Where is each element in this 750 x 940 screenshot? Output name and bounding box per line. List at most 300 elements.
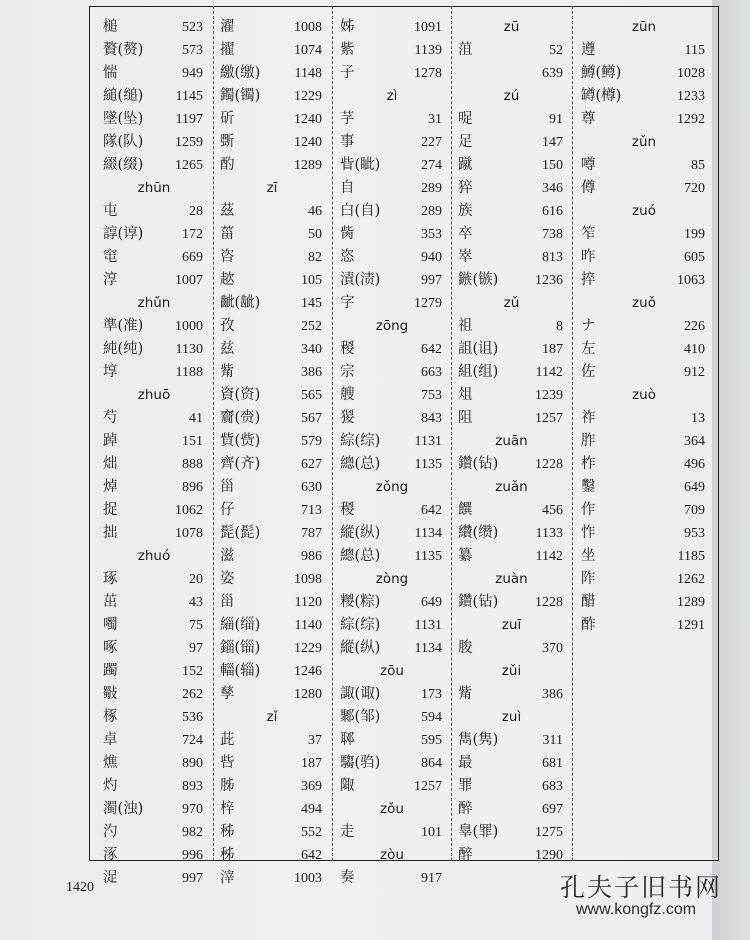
entry-page-number: 50 bbox=[308, 227, 322, 242]
entry-page-number: 1134 bbox=[414, 641, 442, 656]
entry-character: 尊 bbox=[581, 111, 596, 127]
index-entry bbox=[103, 499, 205, 522]
entry-page-number: 573 bbox=[182, 43, 203, 58]
index-entry bbox=[103, 131, 205, 154]
index-entry bbox=[220, 568, 324, 591]
index-entry bbox=[103, 683, 205, 706]
pinyin-heading: zǒng bbox=[375, 479, 409, 495]
entry-character: 鑿 bbox=[581, 479, 596, 495]
entry-character: 踔 bbox=[103, 433, 118, 449]
entry-page-number: 173 bbox=[421, 687, 442, 702]
entry-character: 郰 bbox=[340, 732, 355, 748]
entry-character: 縱(纵) bbox=[340, 640, 381, 656]
pinyin-heading: zī bbox=[266, 180, 278, 196]
pinyin-heading: zhuó bbox=[137, 548, 171, 564]
entry-page-number: 262 bbox=[182, 687, 203, 702]
entry-page-number: 1278 bbox=[414, 66, 442, 81]
entry-page-number: 683 bbox=[542, 779, 563, 794]
entry-character: 阼 bbox=[581, 571, 596, 587]
entry-page-number: 970 bbox=[182, 802, 203, 817]
entry-page-number: 151 bbox=[182, 434, 203, 449]
index-entry bbox=[340, 407, 444, 430]
entry-character: 茈 bbox=[220, 732, 235, 748]
index-entry bbox=[340, 246, 444, 269]
index-entry bbox=[458, 545, 565, 568]
index-entry bbox=[220, 499, 324, 522]
index-entry bbox=[581, 522, 707, 545]
entry-page-number: 43 bbox=[189, 595, 203, 610]
entry-page-number: 1078 bbox=[175, 526, 203, 541]
entry-character: 最 bbox=[458, 755, 473, 771]
pinyin-heading: zū bbox=[503, 19, 520, 35]
entry-character: 醉 bbox=[458, 847, 473, 863]
entry-page-number: 91 bbox=[549, 112, 563, 127]
entry-page-number: 982 bbox=[182, 825, 203, 840]
entry-character: 琢 bbox=[103, 571, 118, 587]
entry-page-number: 1139 bbox=[414, 43, 442, 58]
entry-page-number: 649 bbox=[421, 595, 442, 610]
entry-page-number: 1292 bbox=[677, 112, 705, 127]
entry-character: 胔 bbox=[340, 226, 355, 242]
index-entry bbox=[220, 867, 324, 890]
index-entry bbox=[220, 246, 324, 269]
entry-character: 怍 bbox=[581, 525, 596, 541]
entry-character: 綜(综) bbox=[340, 617, 381, 633]
index-entry bbox=[581, 591, 707, 614]
entry-page-number: 1008 bbox=[294, 20, 322, 35]
index-entry bbox=[458, 269, 565, 292]
entry-page-number: 82 bbox=[308, 250, 322, 265]
entry-character: 族 bbox=[458, 203, 473, 219]
index-entry bbox=[220, 131, 324, 154]
index-entry bbox=[220, 338, 324, 361]
entry-page-number: 917 bbox=[421, 871, 442, 886]
index-entry bbox=[103, 62, 205, 85]
index-column-5 bbox=[581, 16, 707, 861]
entry-character: 酢 bbox=[581, 617, 596, 633]
entry-character: 綴(缀) bbox=[103, 157, 144, 173]
index-entry bbox=[581, 154, 707, 177]
entry-page-number: 753 bbox=[421, 388, 442, 403]
index-entry bbox=[458, 522, 565, 545]
index-entry bbox=[220, 522, 324, 545]
entry-character: 繳(缴) bbox=[220, 65, 261, 81]
index-entry bbox=[458, 361, 565, 384]
entry-page-number: 85 bbox=[691, 158, 705, 173]
index-entry bbox=[340, 867, 444, 890]
index-entry bbox=[340, 821, 444, 844]
watermark-url: www.kongfz.com bbox=[576, 901, 697, 918]
index-entry bbox=[103, 660, 205, 683]
index-entry bbox=[340, 16, 444, 39]
entry-page-number: 456 bbox=[542, 503, 563, 518]
index-entry bbox=[220, 545, 324, 568]
pinyin-heading: zǔ bbox=[503, 295, 520, 311]
index-entry bbox=[581, 430, 707, 453]
entry-character: 雋(隽) bbox=[458, 732, 499, 748]
entry-character: 齊(齐) bbox=[220, 456, 261, 472]
entry-page-number: 147 bbox=[542, 135, 563, 150]
index-entry bbox=[581, 476, 707, 499]
index-entry bbox=[103, 338, 205, 361]
entry-character: 白(自) bbox=[340, 203, 381, 219]
entry-character: 事 bbox=[340, 134, 355, 150]
entry-character: 稯 bbox=[340, 502, 355, 518]
entry-page-number: 1289 bbox=[294, 158, 322, 173]
index-entry bbox=[340, 591, 444, 614]
entry-character: 焯 bbox=[103, 479, 118, 495]
entry-page-number: 494 bbox=[301, 802, 322, 817]
entry-character: 躅 bbox=[103, 663, 118, 679]
entry-character: 炪 bbox=[103, 456, 118, 472]
entry-page-number: 893 bbox=[182, 779, 203, 794]
index-entry bbox=[220, 821, 324, 844]
index-entry bbox=[581, 614, 707, 637]
entry-page-number: 1098 bbox=[294, 572, 322, 587]
entry-page-number: 370 bbox=[542, 641, 563, 656]
index-entry bbox=[220, 154, 324, 177]
index-entry bbox=[220, 62, 324, 85]
index-entry bbox=[103, 407, 205, 430]
index-entry bbox=[581, 453, 707, 476]
entry-page-number: 1275 bbox=[535, 825, 563, 840]
entry-page-number: 386 bbox=[301, 365, 322, 380]
entry-character: 埻 bbox=[103, 364, 118, 380]
index-entry bbox=[103, 844, 205, 867]
index-entry bbox=[581, 85, 707, 108]
index-entry bbox=[220, 200, 324, 223]
entry-page-number: 843 bbox=[421, 411, 442, 426]
index-entry bbox=[340, 683, 444, 706]
index-entry bbox=[220, 775, 324, 798]
entry-page-number: 890 bbox=[182, 756, 203, 771]
entry-character: 齎(赍) bbox=[220, 410, 261, 426]
entry-page-number: 187 bbox=[542, 342, 563, 357]
entry-character: 呰 bbox=[220, 755, 235, 771]
entry-page-number: 953 bbox=[684, 526, 705, 541]
entry-page-number: 1133 bbox=[535, 526, 563, 541]
index-entry bbox=[220, 223, 324, 246]
entry-character: 總(总) bbox=[340, 456, 381, 472]
index-entry bbox=[458, 591, 565, 614]
entry-page-number: 115 bbox=[684, 43, 705, 58]
entry-character: 胏 bbox=[220, 778, 235, 794]
index-entry bbox=[581, 338, 707, 361]
entry-character: 子 bbox=[340, 65, 355, 81]
entry-character: 捉 bbox=[103, 502, 118, 518]
index-entry bbox=[458, 683, 565, 706]
entry-character: 貲(赀) bbox=[220, 433, 261, 449]
entry-character: 胙 bbox=[581, 433, 596, 449]
entry-character: 鏃(镞) bbox=[458, 272, 499, 288]
entry-character: 鐲(镯) bbox=[220, 88, 261, 104]
index-entry bbox=[340, 614, 444, 637]
entry-page-number: 1246 bbox=[294, 664, 322, 679]
entry-character: 滓 bbox=[220, 870, 235, 886]
entry-character: 窀 bbox=[103, 249, 118, 265]
entry-page-number: 1233 bbox=[677, 89, 705, 104]
entry-character: 酌 bbox=[220, 157, 235, 173]
entry-character: 斲 bbox=[220, 134, 235, 150]
entry-page-number: 8 bbox=[556, 319, 563, 334]
index-entry bbox=[458, 775, 565, 798]
entry-page-number: 37 bbox=[308, 733, 322, 748]
entry-page-number: 1240 bbox=[294, 135, 322, 150]
index-entry bbox=[458, 798, 565, 821]
entry-character: 菑 bbox=[220, 226, 235, 242]
entry-page-number: 642 bbox=[421, 342, 442, 357]
entry-character: 哫 bbox=[458, 111, 473, 127]
entry-character: 詛(诅) bbox=[458, 341, 499, 357]
entry-page-number: 605 bbox=[684, 250, 705, 265]
entry-page-number: 172 bbox=[182, 227, 203, 242]
entry-character: 奏 bbox=[340, 870, 355, 886]
index-entry bbox=[340, 108, 444, 131]
index-entry bbox=[458, 752, 565, 775]
index-entry bbox=[458, 108, 565, 131]
entry-character: 斀 bbox=[103, 686, 118, 702]
entry-character: 斫 bbox=[220, 111, 235, 127]
entry-character: 涿 bbox=[103, 847, 118, 863]
index-column-1 bbox=[103, 16, 205, 886]
index-entry bbox=[103, 821, 205, 844]
entry-page-number: 642 bbox=[421, 503, 442, 518]
pinyin-heading: zì bbox=[386, 88, 398, 104]
entry-page-number: 105 bbox=[301, 273, 322, 288]
entry-character: 糉(粽) bbox=[340, 594, 381, 610]
entry-page-number: 1148 bbox=[294, 66, 322, 81]
entry-page-number: 697 bbox=[542, 802, 563, 817]
entry-page-number: 669 bbox=[182, 250, 203, 265]
entry-character: 宗 bbox=[340, 364, 355, 380]
entry-character: 純(纯) bbox=[103, 341, 144, 357]
entry-page-number: 1291 bbox=[677, 618, 705, 633]
entry-character: 猝 bbox=[458, 180, 473, 196]
index-entry bbox=[581, 223, 707, 246]
index-entry bbox=[103, 614, 205, 637]
index-entry bbox=[103, 591, 205, 614]
entry-page-number: 1145 bbox=[175, 89, 203, 104]
index-entry bbox=[581, 499, 707, 522]
page-number: 1420 bbox=[66, 880, 94, 895]
index-entry bbox=[103, 798, 205, 821]
index-entry bbox=[103, 361, 205, 384]
pinyin-heading: zhūn bbox=[137, 180, 171, 196]
entry-page-number: 1131 bbox=[414, 434, 442, 449]
index-entry bbox=[340, 292, 444, 315]
entry-page-number: 1062 bbox=[175, 503, 203, 518]
entry-character: 罇(樽) bbox=[581, 88, 622, 104]
index-entry bbox=[340, 637, 444, 660]
entry-page-number: 1228 bbox=[535, 457, 563, 472]
entry-character: 漬(渍) bbox=[340, 272, 381, 288]
index-entry bbox=[581, 246, 707, 269]
entry-page-number: 1130 bbox=[175, 342, 203, 357]
index-entry bbox=[458, 246, 565, 269]
pinyin-heading: zōu bbox=[380, 663, 404, 679]
entry-character: 坐 bbox=[581, 548, 596, 564]
pinyin-heading: zǔn bbox=[631, 134, 657, 150]
entry-character: 佐 bbox=[581, 364, 596, 380]
index-entry bbox=[458, 384, 565, 407]
entry-page-number: 1120 bbox=[294, 595, 322, 610]
index-entry bbox=[458, 154, 565, 177]
entry-character: 芓 bbox=[340, 111, 355, 127]
entry-character: 拙 bbox=[103, 525, 118, 541]
entry-page-number: 1229 bbox=[294, 89, 322, 104]
index-entry bbox=[103, 568, 205, 591]
index-entry bbox=[340, 752, 444, 775]
entry-page-number: 226 bbox=[684, 319, 705, 334]
entry-page-number: 1257 bbox=[414, 779, 442, 794]
index-entry bbox=[220, 798, 324, 821]
index-entry bbox=[458, 729, 565, 752]
index-entry bbox=[458, 315, 565, 338]
entry-page-number: 579 bbox=[301, 434, 322, 449]
index-entry bbox=[103, 637, 205, 660]
index-entry bbox=[103, 200, 205, 223]
entry-character: 觜 bbox=[458, 686, 473, 702]
index-entry bbox=[103, 39, 205, 62]
index-entry bbox=[458, 177, 565, 200]
entry-page-number: 536 bbox=[182, 710, 203, 725]
index-entry bbox=[340, 775, 444, 798]
column-divider bbox=[572, 6, 573, 861]
entry-character: 鑽(钻) bbox=[458, 456, 499, 472]
index-entry bbox=[340, 62, 444, 85]
index-entry bbox=[220, 453, 324, 476]
entry-character: 咨 bbox=[220, 249, 235, 265]
index-column-4 bbox=[458, 16, 565, 861]
entry-page-number: 888 bbox=[182, 457, 203, 472]
index-column-2 bbox=[220, 16, 324, 886]
index-entry bbox=[458, 453, 565, 476]
entry-character: 髭(髭) bbox=[220, 525, 261, 541]
entry-character: 芍 bbox=[103, 410, 118, 426]
entry-character: 足 bbox=[458, 134, 473, 150]
entry-page-number: 949 bbox=[182, 66, 203, 81]
pinyin-heading: zūn bbox=[631, 19, 657, 35]
index-entry bbox=[340, 177, 444, 200]
index-entry bbox=[220, 430, 324, 453]
entry-character: 作 bbox=[581, 502, 596, 518]
entry-character: 姿 bbox=[220, 571, 235, 587]
entry-page-number: 152 bbox=[182, 664, 203, 679]
entry-character: 騶(驺) bbox=[340, 755, 381, 771]
index-entry bbox=[458, 200, 565, 223]
entry-character: 輜(辎) bbox=[220, 663, 261, 679]
index-entry bbox=[340, 384, 444, 407]
entry-character: 縋(缒) bbox=[103, 88, 144, 104]
entry-character: 僔 bbox=[581, 180, 596, 196]
entry-page-number: 1000 bbox=[175, 319, 203, 334]
index-entry bbox=[220, 660, 324, 683]
index-entry bbox=[220, 844, 324, 867]
index-entry bbox=[340, 269, 444, 292]
entry-page-number: 311 bbox=[542, 733, 563, 748]
entry-page-number: 1131 bbox=[414, 618, 442, 633]
entry-character: 猣 bbox=[340, 410, 355, 426]
entry-page-number: 31 bbox=[428, 112, 442, 127]
pinyin-heading: zuì bbox=[501, 709, 522, 725]
index-entry bbox=[220, 407, 324, 430]
entry-page-number: 1028 bbox=[677, 66, 705, 81]
entry-character: 梓 bbox=[220, 801, 235, 817]
index-entry bbox=[340, 131, 444, 154]
index-entry bbox=[220, 292, 324, 315]
column-divider bbox=[213, 6, 214, 861]
index-entry bbox=[458, 338, 565, 361]
entry-page-number: 386 bbox=[542, 687, 563, 702]
entry-page-number: 1188 bbox=[175, 365, 203, 380]
watermark-logo-text: 孔夫子旧书网 bbox=[560, 873, 723, 902]
index-entry bbox=[220, 752, 324, 775]
index-entry bbox=[220, 614, 324, 637]
index-entry bbox=[220, 591, 324, 614]
entry-character: ナ bbox=[581, 318, 596, 334]
index-entry bbox=[458, 407, 565, 430]
pinyin-heading: zhǔn bbox=[137, 295, 171, 311]
entry-character: 罪 bbox=[458, 778, 473, 794]
entry-page-number: 150 bbox=[542, 158, 563, 173]
entry-character: 姊 bbox=[340, 19, 355, 35]
entry-page-number: 410 bbox=[684, 342, 705, 357]
entry-character: 組(组) bbox=[458, 364, 499, 380]
pinyin-heading: zòng bbox=[375, 571, 409, 587]
entry-page-number: 997 bbox=[421, 273, 442, 288]
index-entry bbox=[103, 752, 205, 775]
entry-page-number: 912 bbox=[684, 365, 705, 380]
entry-page-number: 649 bbox=[684, 480, 705, 495]
entry-page-number: 1134 bbox=[414, 526, 442, 541]
entry-page-number: 101 bbox=[421, 825, 442, 840]
index-entry bbox=[340, 499, 444, 522]
index-entry bbox=[103, 223, 205, 246]
pinyin-heading: zú bbox=[503, 88, 520, 104]
index-entry bbox=[581, 361, 707, 384]
index-entry bbox=[458, 637, 565, 660]
entry-page-number: 496 bbox=[684, 457, 705, 472]
index-entry bbox=[220, 683, 324, 706]
pinyin-heading: zuàn bbox=[495, 571, 528, 587]
entry-page-number: 1265 bbox=[175, 158, 203, 173]
index-entry bbox=[458, 844, 565, 867]
index-entry bbox=[581, 315, 707, 338]
entry-character: 遵 bbox=[581, 42, 596, 58]
entry-character: 稯 bbox=[340, 341, 355, 357]
pinyin-heading: zuò bbox=[632, 387, 656, 403]
pinyin-heading: zǔi bbox=[501, 663, 522, 679]
index-entry bbox=[103, 453, 205, 476]
entry-page-number: 681 bbox=[542, 756, 563, 771]
index-entry bbox=[103, 867, 205, 890]
entry-character: 笮 bbox=[581, 226, 596, 242]
entry-character: 隊(队) bbox=[103, 134, 144, 150]
entry-page-number: 1240 bbox=[294, 112, 322, 127]
entry-character: 朘 bbox=[458, 640, 473, 656]
index-entry bbox=[458, 499, 565, 522]
entry-character: 祖 bbox=[458, 318, 473, 334]
entry-page-number: 940 bbox=[421, 250, 442, 265]
entry-character: 茁 bbox=[103, 594, 118, 610]
entry-character: 仔 bbox=[220, 502, 235, 518]
entry-character: 菹 bbox=[458, 42, 473, 58]
entry-character: 孳 bbox=[220, 686, 235, 702]
index-entry bbox=[220, 361, 324, 384]
entry-page-number: 1289 bbox=[677, 595, 705, 610]
index-entry bbox=[220, 729, 324, 752]
index-entry bbox=[220, 315, 324, 338]
